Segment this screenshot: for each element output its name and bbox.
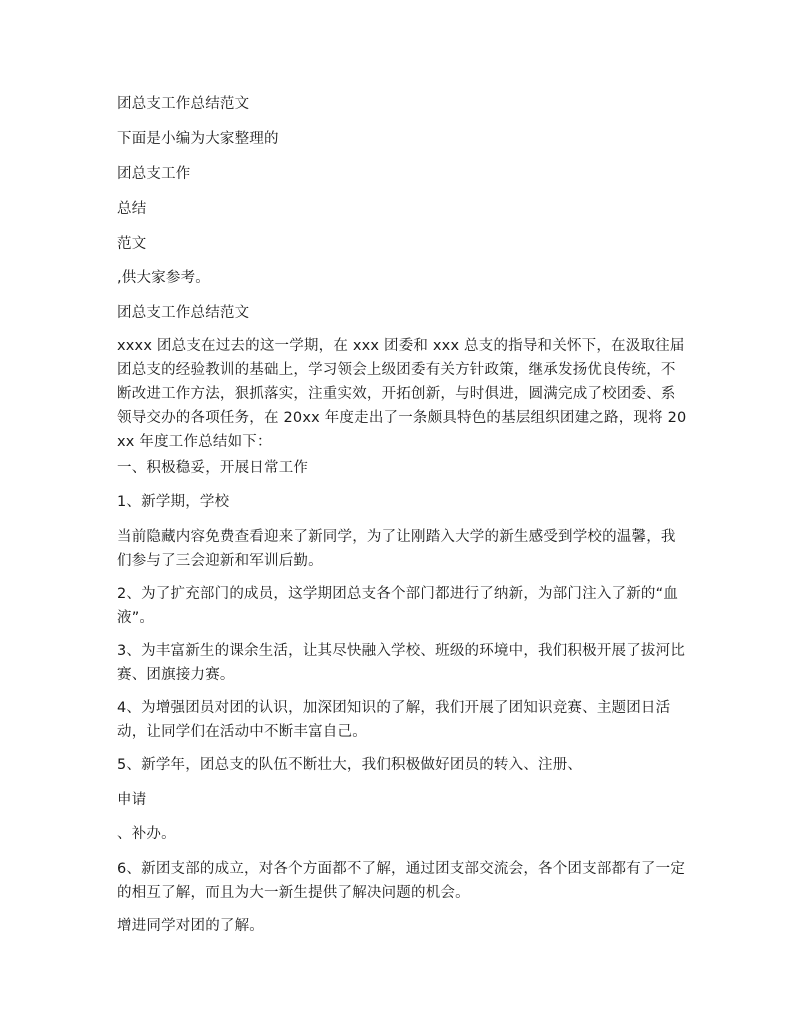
paragraph-heading-part3: 范文 [117, 236, 147, 252]
paragraph-heading-part2: 总结 [117, 201, 147, 217]
paragraph-new-students: 当前隐藏内容免费查看迎来了新同学，为了让刚踏入大学的新生感受到学校的温馨，我们参与了三会迎新和军训后勤。 [117, 529, 676, 569]
list-item-5: 5、新学年，团总支的队伍不断壮大，我们积极做好团员的转入、注册、 [117, 757, 583, 773]
paragraph-apply: 申请 [117, 792, 147, 808]
paragraph-closing: 增进同学对团的了解。 [117, 918, 264, 934]
list-item-1: 1、新学期，学校 [117, 494, 230, 510]
paragraph-heading-part1: 团总支工作 [117, 166, 191, 182]
document-title: 团总支工作总结范文 [117, 96, 250, 112]
list-item-2: 2、为了扩充部门的成员，这学期团总支各个部门都进行了纳新，为部门注入了新的“血液”。 [117, 586, 679, 626]
paragraph-reference-note: ,供大家参考。 [117, 270, 211, 286]
paragraph-subtitle: 团总支工作总结范文 [117, 305, 250, 321]
list-item-4: 4、为增强团员对团的认识，加深团知识的了解，我们开展了团知识竞赛、主题团日活动，让同学们在活动中不断丰富自己。 [117, 700, 671, 740]
list-item-6: 6、新团支部的成立，对各个方面都不了解，通过团支部交流会，各个团支部都有了一定的相互了解，而且为大一新生提供了解决问题的机会。 [117, 861, 686, 901]
paragraph-overview: xxxx 团总支在过去的这一学期，在 xxx 团委和 xxx 总支的指导和关怀下，在汲取往届团总支的经验教训的基础上，学习领会上级团委有关方针政策，继承发扬优良传统，不断改进工作方法，狠抓落实，注重实效，开拓创新，与时俱进，圆满完成了校团委、系领导交办的各项任务，在 20xx 年度走出了一条颇具特色的基层组织团建之路，现将 20xx 年度工作总结如下： [117, 338, 687, 450]
list-item-3: 3、为丰富新生的课余生活，让其尽快融入学校、班级的环境中，我们积极开展了拔河比赛、团旗接力赛。 [117, 643, 686, 683]
paragraph-reissue: 、补办。 [117, 826, 176, 842]
paragraph-intro: 下面是小编为大家整理的 [117, 131, 279, 147]
section-heading-1: 一、积极稳妥，开展日常工作 [117, 460, 309, 476]
